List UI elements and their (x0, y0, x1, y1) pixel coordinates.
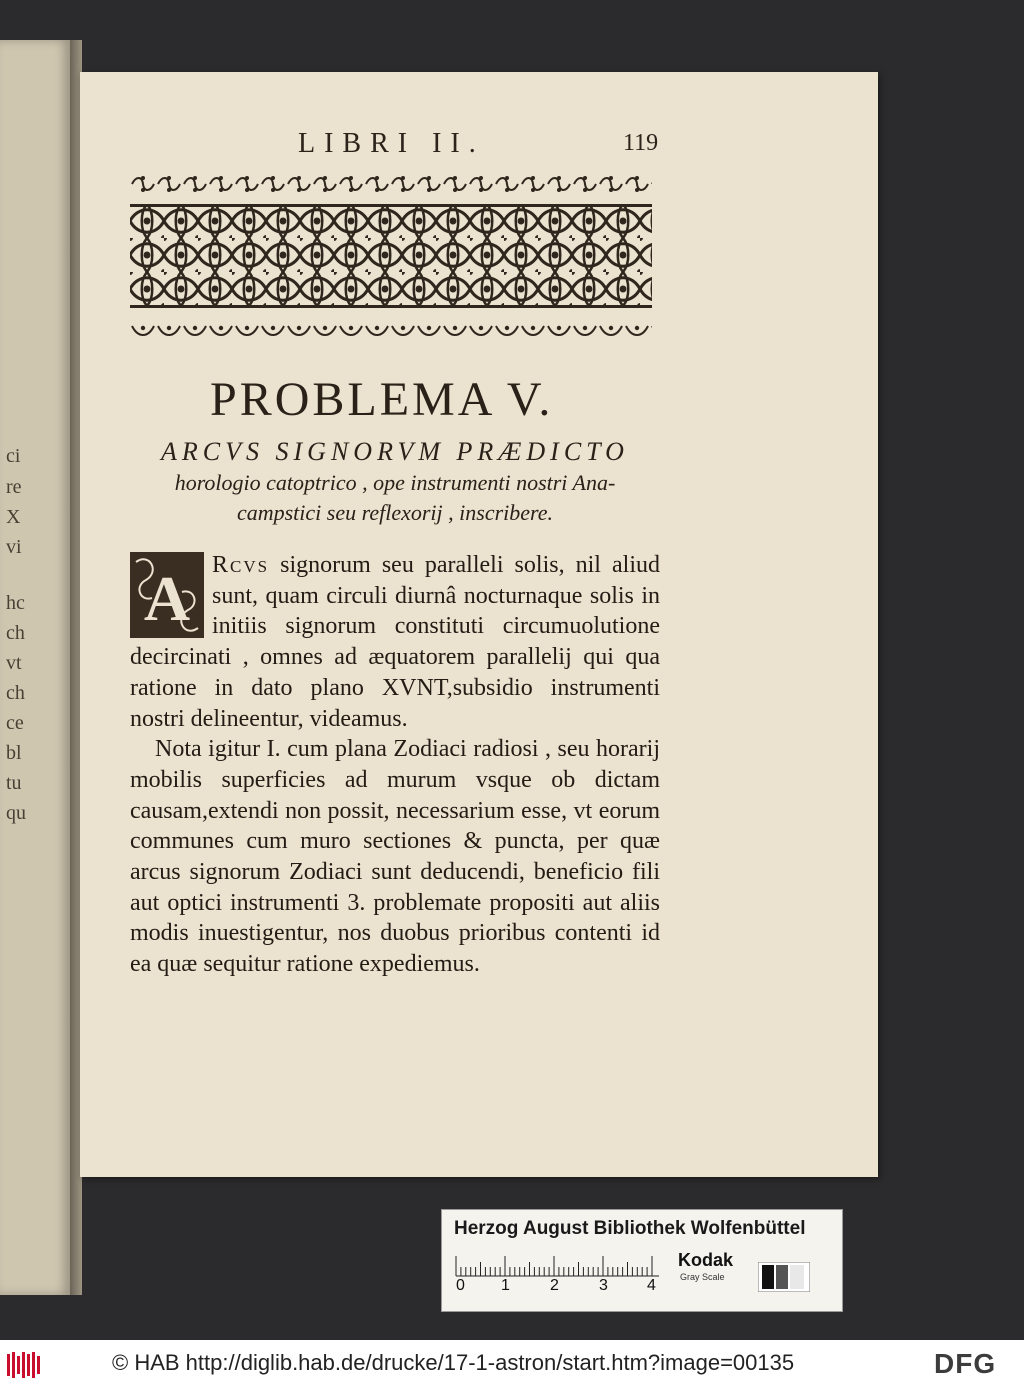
ornament-band-top (130, 172, 652, 196)
left-page-fragment: vt (6, 652, 22, 674)
footer-bar (0, 1340, 1024, 1389)
left-page-fragment: vi (6, 536, 22, 558)
left-page-fragment: ch (6, 682, 25, 704)
page-number: 119 (623, 130, 659, 156)
left-page-fragment: X (6, 506, 21, 528)
dfg-logo: DFG (934, 1348, 997, 1379)
scale-number: 4 (647, 1277, 656, 1290)
library-name: Herzog August Bibliothek Wolfenbüttel (454, 1218, 806, 1239)
left-page-fragment: re (6, 476, 22, 498)
left-page-fragment: ch (6, 622, 25, 644)
left-page-fragment: hc (6, 592, 25, 614)
scale-number: 1 (501, 1277, 510, 1290)
copyright-link[interactable]: © HAB http://diglib.hab.de/drucke/17-1-astron/start.htm?image=00135 (112, 1350, 795, 1375)
para1-text: signorum seu paralleli solis, nil aliud sunt, quam circuli diurnâ nocturnaque solis in initiis signorum constituti circumuolutione decircinati , omnes ad æquatorem parallelij qui qua ratione in dato plano XVNT,subsidio instrumenti nostri delineentur, videamus. (130, 552, 660, 732)
gray-scale-label: Gray Scale (680, 1272, 725, 1282)
subtitle-line: campstici seu reflexorij , inscribere. (236, 500, 554, 525)
para1-lead: Rcvs (212, 552, 270, 578)
ornament-headpiece (130, 204, 652, 308)
body-text (130, 550, 660, 980)
drop-cap-letter: A (143, 563, 191, 634)
left-page-fragment: ci (6, 445, 21, 467)
scale-number: 0 (456, 1277, 465, 1290)
running-head: LIBRI II. (298, 128, 485, 159)
left-page-fragment: tu (6, 772, 22, 794)
book-page (80, 72, 878, 1177)
library-color-card (441, 1209, 843, 1312)
subtitle-line: horologio catoptrico , ope instrumenti nostri Ana- (174, 470, 616, 495)
decorated-initial (130, 552, 204, 638)
hab-logo-icon (6, 1350, 44, 1380)
subtitle-line: ARCVS SIGNORVM PRÆDICTO (161, 437, 629, 466)
gray-scale-swatch (758, 1262, 810, 1292)
ornament-band-bottom (130, 318, 652, 342)
left-page-fragment: qu (6, 802, 26, 824)
paragraph (130, 550, 660, 734)
scale-number: 3 (599, 1277, 608, 1290)
scale-number: 2 (550, 1277, 559, 1290)
paragraph: Nota igitur I. cum plana Zodiaci radiosi , seu horarij mobilis superficies ad murum vsque ob dictam causam,extendi non possit, necessarium esse, vt eorum communes cum muro sectiones & puncta, per quæ arcus signorum Zodiaci sunt deducendi, beneficio fili aut optici instrumenti 3. problemate propositi aut aliis modis inuestigentur, nos duobus prioribus contenti id ea quæ sequitur ratione expediemus. (130, 736, 660, 978)
left-page-edge (0, 40, 70, 1295)
problem-title: PROBLEMA V. (210, 373, 554, 426)
left-page-fragment: bl (6, 742, 22, 764)
problem-subtitle (130, 436, 660, 528)
kodak-logo: Kodak (678, 1250, 734, 1270)
left-page-fragment: ce (6, 712, 24, 734)
scale-ruler (454, 1254, 664, 1290)
